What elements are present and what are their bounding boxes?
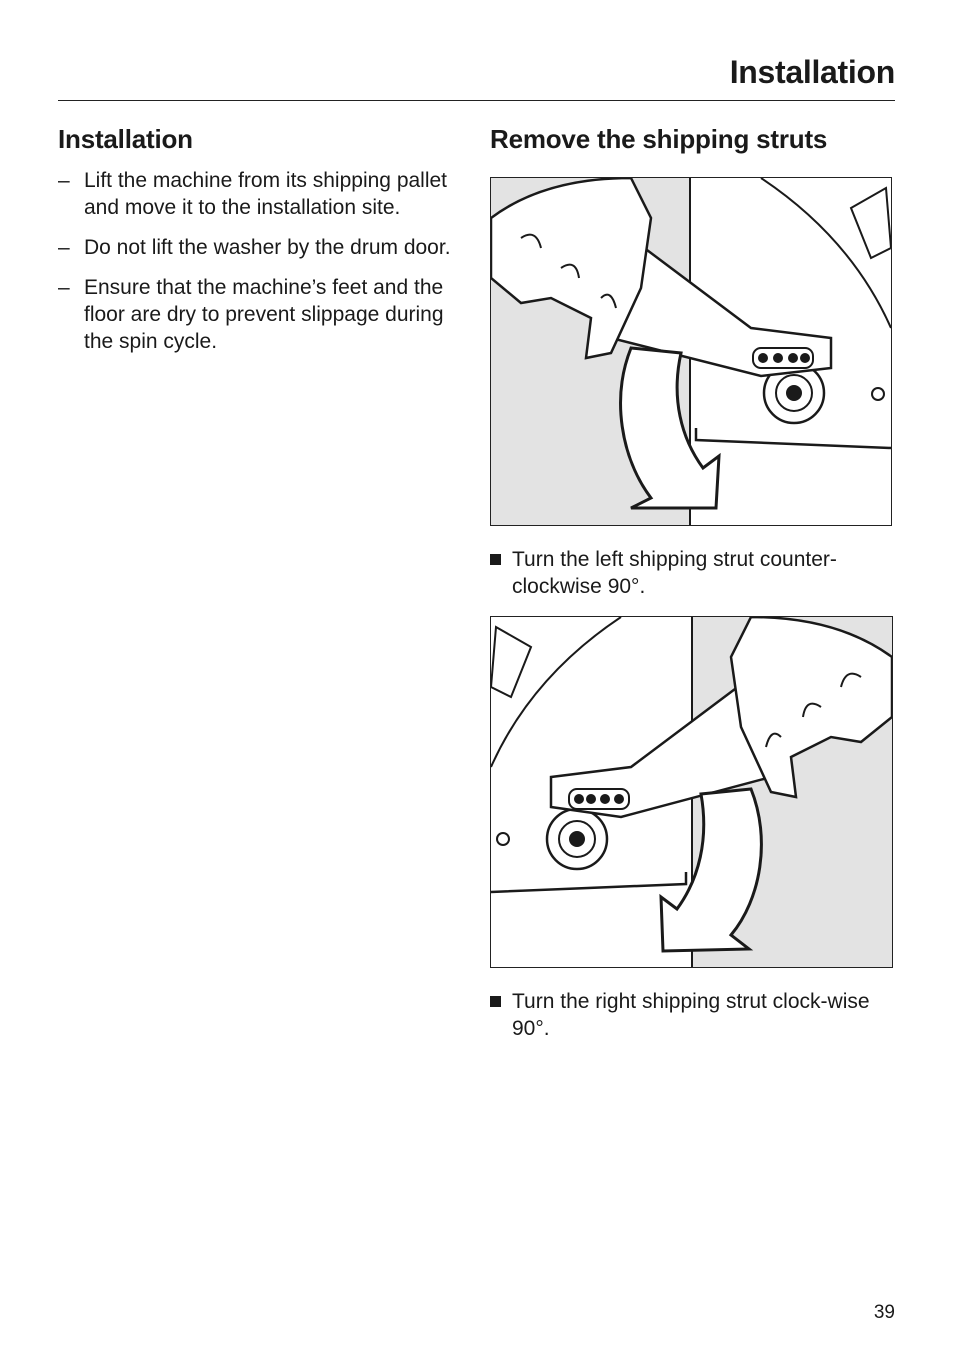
list-item-text: Lift the machine from its shipping pallet and move it to the installation site. [84, 169, 448, 219]
dash-marker: – [58, 169, 70, 192]
step-left-strut [490, 546, 900, 600]
list-item [58, 234, 458, 261]
right-strut-drawing [491, 617, 892, 967]
list-item [58, 167, 458, 221]
dash-marker: – [58, 236, 70, 259]
list-item-text: Ensure that the machine’s feet and the floor are dry to prevent slippage during the spin cycle. [84, 276, 444, 353]
square-bullet-icon [490, 996, 501, 1007]
step-right-strut [490, 988, 900, 1042]
dash-marker: – [58, 276, 70, 299]
shipping-struts-section [490, 124, 900, 1042]
list-item [58, 274, 458, 355]
page-number: 39 [873, 1302, 895, 1323]
page-header [58, 50, 895, 101]
section-heading-installation: Installation [58, 124, 193, 154]
section-heading-shipping-struts: Remove the shipping struts [490, 124, 828, 154]
list-item-text: Do not lift the washer by the drum door. [84, 236, 451, 259]
right-strut-illustration [490, 616, 893, 968]
page-title: Installation [729, 54, 895, 90]
step-text: Turn the left shipping strut counter-clockwise 90°. [512, 548, 837, 598]
square-bullet-icon [490, 554, 501, 565]
installation-section [58, 124, 458, 368]
installation-list [58, 167, 458, 355]
left-strut-drawing [491, 178, 891, 525]
step-text: Turn the right shipping strut clock-wise 90°. [512, 990, 870, 1040]
left-strut-illustration [490, 177, 892, 526]
